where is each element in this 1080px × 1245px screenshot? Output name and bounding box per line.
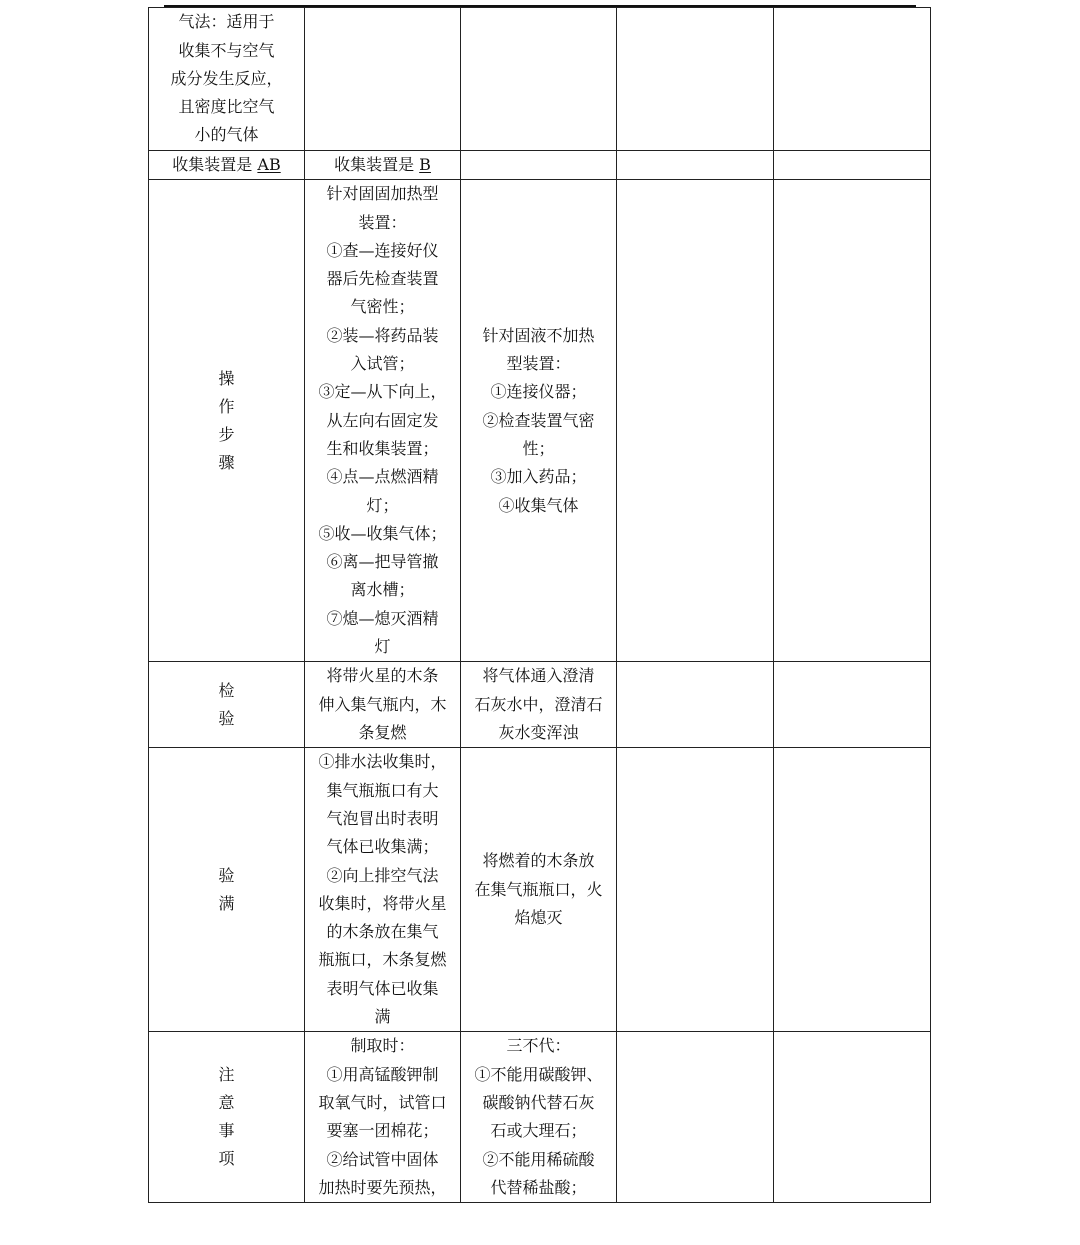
cell-full-check-oxygen <box>305 748 461 1032</box>
text-line: 小的气体 <box>194 125 259 145</box>
text-line: ⑦熄—熄灭酒精 <box>326 608 439 628</box>
table-row-test <box>149 662 931 748</box>
text-line: 操 <box>218 368 235 388</box>
text-line: 要塞一团棉花； <box>326 1121 439 1141</box>
text-line: 气体已收集满； <box>326 837 439 857</box>
text-line: 的木条放在集气 <box>326 922 439 942</box>
cell-empty <box>461 151 617 180</box>
text-line: 离水槽； <box>350 580 415 600</box>
text-line: 将带火星的木条 <box>326 666 439 686</box>
text-line: 骤 <box>218 452 235 472</box>
text-line: 气法：适用于 <box>178 12 275 32</box>
text-line: 代替稀盐酸； <box>490 1177 587 1197</box>
collection-device-answer: AB <box>257 155 281 174</box>
text-line: ②给试管中固体 <box>326 1149 439 1169</box>
text-line: 项 <box>218 1149 235 1169</box>
text-line: ②装—将药品装 <box>326 325 439 345</box>
text-line: ②检查装置气密 <box>482 410 595 430</box>
text-line: 且密度比空气 <box>178 97 275 117</box>
cell-test-carbon-dioxide <box>461 662 617 748</box>
text-line: 石灰水中，澄清石 <box>474 694 603 714</box>
text-line: ④收集气体 <box>498 495 579 515</box>
text-line: ①连接仪器； <box>490 382 587 402</box>
table-row-precautions <box>149 1032 931 1203</box>
text-line: 收集时，将带火星 <box>318 893 447 913</box>
text-line: 伸入集气瓶内，木 <box>318 694 447 714</box>
text-line: 意 <box>218 1093 235 1113</box>
text-line: 型装置： <box>506 354 571 374</box>
text-line: 加热时要先预热， <box>318 1177 447 1197</box>
text-line: 将气体通入澄清 <box>482 666 595 686</box>
text-line: 石或大理石； <box>490 1121 587 1141</box>
cell-operation-steps-solid-liquid <box>461 180 617 662</box>
cell-collection-device-2 <box>305 151 461 180</box>
text-line: 事 <box>218 1121 235 1141</box>
text-line: 针对固液不加热 <box>482 325 595 345</box>
table-row-operation-steps <box>149 180 931 662</box>
row-label-full-check <box>149 748 305 1032</box>
text-line: 表明气体已收集 <box>326 978 439 998</box>
cell-test-oxygen <box>305 662 461 748</box>
text-line: 气泡冒出时表明 <box>326 808 439 828</box>
cell-empty <box>461 8 617 151</box>
text-line: 灯； <box>366 495 399 515</box>
text-line: ③加入药品； <box>490 467 587 487</box>
text-line: 灰水变浑浊 <box>498 722 579 742</box>
cell-empty <box>617 151 774 180</box>
text-line: 气密性； <box>350 297 415 317</box>
text-line: ①用高锰酸钾制 <box>326 1064 439 1084</box>
row-label-test <box>149 662 305 748</box>
table-row-collection-device <box>149 151 931 180</box>
text-line: 针对固固加热型 <box>326 184 439 204</box>
text-line: 生和收集装置； <box>326 438 439 458</box>
text-line: 焰熄灭 <box>514 907 563 927</box>
cell-collection-method-description <box>149 8 305 151</box>
text-line: 将燃着的木条放 <box>482 851 595 871</box>
table-row-collection-method <box>149 8 931 151</box>
collection-device-prefix: 收集装置是 <box>334 155 415 174</box>
text-line: 收集不与空气 <box>178 40 275 60</box>
text-line: 灯 <box>374 637 391 657</box>
text-line: 验 <box>218 865 235 885</box>
text-line: ①排水法收集时， <box>318 752 447 772</box>
cell-full-check-carbon-dioxide <box>461 748 617 1032</box>
text-line: 检 <box>218 680 235 700</box>
cell-empty <box>774 748 931 1032</box>
text-line: 在集气瓶瓶口，火 <box>474 879 603 899</box>
cell-empty <box>305 8 461 151</box>
cell-empty <box>617 1032 774 1203</box>
text-line: 条复燃 <box>358 722 407 742</box>
text-line: 步 <box>218 424 235 444</box>
collection-device-answer: B <box>419 155 431 174</box>
text-line: 从左向右固定发 <box>326 410 439 430</box>
cell-empty <box>617 662 774 748</box>
text-line: 满 <box>374 1007 391 1027</box>
text-line: ④点—点燃酒精 <box>326 467 439 487</box>
text-line: 验 <box>218 708 235 728</box>
cell-empty <box>774 662 931 748</box>
text-line: 器后先检查装置 <box>326 269 439 289</box>
cell-empty <box>774 151 931 180</box>
cell-empty <box>774 8 931 151</box>
cell-empty <box>617 748 774 1032</box>
text-line: 入试管； <box>350 354 415 374</box>
text-line: ③定—从下向上， <box>318 382 447 402</box>
text-line: ⑥离—把导管撤 <box>326 552 439 572</box>
text-line: 制取时： <box>350 1036 415 1056</box>
text-line: ②向上排空气法 <box>326 865 439 885</box>
row-label-operation-steps <box>149 180 305 662</box>
text-line: ②不能用稀硫酸 <box>482 1149 595 1169</box>
text-line: 碳酸钠代替石灰 <box>482 1092 595 1112</box>
text-line: 集气瓶瓶口有大 <box>326 780 439 800</box>
text-line: 瓶瓶口，木条复燃 <box>318 950 447 970</box>
cell-operation-steps-solid-heating <box>305 180 461 662</box>
text-line: 性； <box>522 438 555 458</box>
cell-empty <box>774 1032 931 1203</box>
table-row-full-check <box>149 748 931 1032</box>
row-label-precautions <box>149 1032 305 1203</box>
cell-empty <box>617 8 774 151</box>
text-line: ⑤收—收集气体； <box>318 523 447 543</box>
text-line: 装置： <box>358 212 407 232</box>
text-line: 作 <box>218 396 235 416</box>
comparison-table <box>148 7 931 1203</box>
text-line: 取氧气时，试管口 <box>318 1092 447 1112</box>
cell-precautions-oxygen <box>305 1032 461 1203</box>
text-line: 满 <box>218 893 235 913</box>
text-line: 三不代： <box>506 1036 571 1056</box>
cell-empty <box>774 180 931 662</box>
collection-device-prefix: 收集装置是 <box>172 155 253 174</box>
cell-precautions-carbon-dioxide <box>461 1032 617 1203</box>
text-line: 注 <box>218 1065 235 1085</box>
text-line: ①不能用碳酸钾、 <box>474 1064 603 1084</box>
cell-collection-device-1 <box>149 151 305 180</box>
text-line: 成分发生反应， <box>170 68 283 88</box>
cell-empty <box>617 180 774 662</box>
text-line: ①查—连接好仪 <box>326 240 439 260</box>
